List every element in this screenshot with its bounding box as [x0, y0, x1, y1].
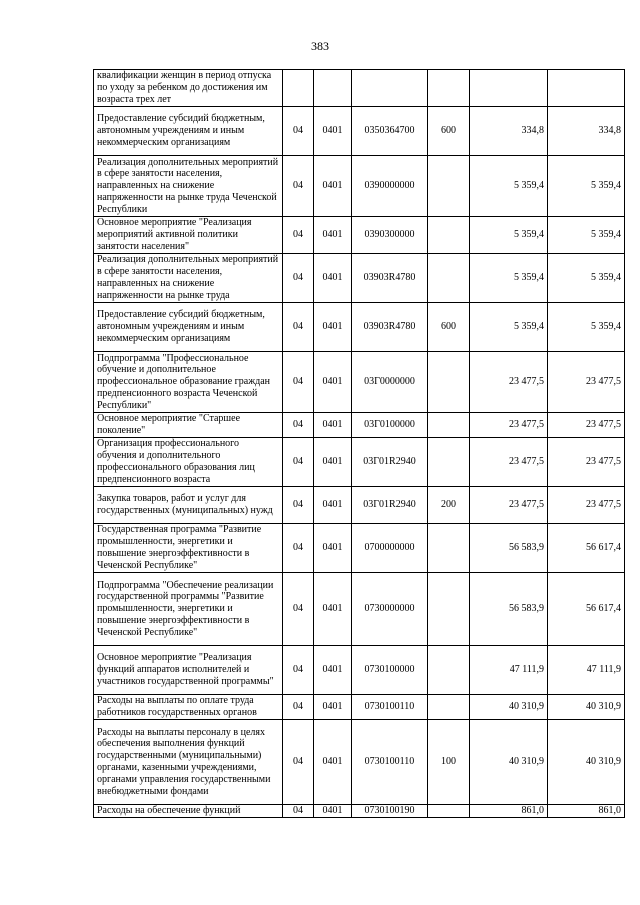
- cell-amount-1: 5 359,4: [470, 217, 548, 254]
- cell-amount-1: [470, 70, 548, 107]
- cell-expense-type: [428, 573, 470, 646]
- table-row: [94, 695, 625, 720]
- cell-target-article: 0390300000: [352, 217, 428, 254]
- cell-name: Основное мероприятие "Старшее поколение": [94, 413, 283, 438]
- cell-amount-1: 23 477,5: [470, 487, 548, 524]
- table-row: [94, 646, 625, 695]
- cell-target-article: 03903R4780: [352, 254, 428, 303]
- cell-amount-2: [548, 70, 625, 107]
- cell-section: 04: [283, 217, 314, 254]
- cell-subsection: 0401: [314, 695, 352, 720]
- cell-amount-2: 5 359,4: [548, 217, 625, 254]
- cell-expense-type: 600: [428, 303, 470, 352]
- table-row: [94, 720, 625, 805]
- cell-expense-type: [428, 413, 470, 438]
- cell-target-article: 0730100000: [352, 646, 428, 695]
- cell-amount-2: 23 477,5: [548, 413, 625, 438]
- cell-name: Реализация дополнительных мероприятий в сфере занятости населения, направленных на снижение напряженности на рынке труда Чеченской Республики: [94, 156, 283, 217]
- cell-section: 04: [283, 303, 314, 352]
- cell-amount-2: 56 617,4: [548, 573, 625, 646]
- cell-name: Организация профессионального обучения и дополнительного профессионального образования лиц предпенсионного возраста: [94, 438, 283, 487]
- cell-amount-1: 23 477,5: [470, 352, 548, 413]
- table-body: [94, 70, 625, 818]
- cell-section: 04: [283, 438, 314, 487]
- cell-section: 04: [283, 805, 314, 818]
- cell-subsection: 0401: [314, 413, 352, 438]
- cell-name: Государственная программа "Развитие промышленности, энергетики и повышение энергоэффективности в Чеченской Республике": [94, 524, 283, 573]
- cell-target-article: 0730100190: [352, 805, 428, 818]
- table-row: [94, 487, 625, 524]
- cell-expense-type: 600: [428, 107, 470, 156]
- cell-amount-2: 23 477,5: [548, 438, 625, 487]
- cell-amount-1: 56 583,9: [470, 573, 548, 646]
- cell-subsection: 0401: [314, 156, 352, 217]
- cell-amount-2: 334,8: [548, 107, 625, 156]
- cell-name: Расходы на выплаты персоналу в целях обеспечения выполнения функций государственными (муниципальными) органами, казенными учреждениями, органами управления государственными внебюджетными фондами: [94, 720, 283, 805]
- cell-target-article: 0730000000: [352, 573, 428, 646]
- cell-expense-type: [428, 156, 470, 217]
- cell-name: Подпрограмма "Обеспечение реализации государственной программы "Развитие промышленности, энергетики и повышение энергоэффективности в Чеченской Республике": [94, 573, 283, 646]
- cell-amount-1: 861,0: [470, 805, 548, 818]
- cell-subsection: 0401: [314, 438, 352, 487]
- table-row: [94, 254, 625, 303]
- page-number: 383: [311, 39, 329, 53]
- table-row: [94, 438, 625, 487]
- cell-target-article: [352, 70, 428, 107]
- cell-section: 04: [283, 107, 314, 156]
- cell-amount-1: 334,8: [470, 107, 548, 156]
- cell-amount-2: 5 359,4: [548, 303, 625, 352]
- cell-subsection: [314, 70, 352, 107]
- cell-expense-type: 200: [428, 487, 470, 524]
- table-row: [94, 413, 625, 438]
- cell-target-article: 03Г0000000: [352, 352, 428, 413]
- cell-expense-type: [428, 805, 470, 818]
- cell-section: 04: [283, 573, 314, 646]
- cell-section: 04: [283, 156, 314, 217]
- cell-subsection: 0401: [314, 573, 352, 646]
- cell-expense-type: [428, 646, 470, 695]
- cell-section: 04: [283, 352, 314, 413]
- cell-amount-1: 5 359,4: [470, 254, 548, 303]
- cell-section: 04: [283, 720, 314, 805]
- cell-target-article: 03903R4780: [352, 303, 428, 352]
- cell-amount-2: 5 359,4: [548, 156, 625, 217]
- cell-target-article: 03Г0100000: [352, 413, 428, 438]
- cell-target-article: 0700000000: [352, 524, 428, 573]
- cell-target-article: 0730100110: [352, 695, 428, 720]
- cell-name: Расходы на обеспечение функций: [94, 805, 283, 818]
- cell-subsection: 0401: [314, 487, 352, 524]
- cell-expense-type: [428, 70, 470, 107]
- cell-target-article: 0350364700: [352, 107, 428, 156]
- cell-subsection: 0401: [314, 524, 352, 573]
- cell-amount-2: 5 359,4: [548, 254, 625, 303]
- cell-amount-1: 40 310,9: [470, 720, 548, 805]
- cell-subsection: 0401: [314, 303, 352, 352]
- cell-subsection: 0401: [314, 107, 352, 156]
- cell-expense-type: 100: [428, 720, 470, 805]
- cell-subsection: 0401: [314, 217, 352, 254]
- cell-target-article: 03Г01R2940: [352, 487, 428, 524]
- cell-expense-type: [428, 438, 470, 487]
- cell-amount-1: 47 111,9: [470, 646, 548, 695]
- cell-section: 04: [283, 487, 314, 524]
- budget-table: [93, 69, 625, 818]
- cell-expense-type: [428, 217, 470, 254]
- cell-section: 04: [283, 524, 314, 573]
- table-row: [94, 303, 625, 352]
- cell-amount-2: 40 310,9: [548, 695, 625, 720]
- table-row: [94, 352, 625, 413]
- cell-name: Расходы на выплаты по оплате труда работников государственных органов: [94, 695, 283, 720]
- cell-expense-type: [428, 524, 470, 573]
- cell-amount-1: 23 477,5: [470, 413, 548, 438]
- cell-name: Подпрограмма "Профессиональное обучение и дополнительное профессиональное образование граждан предпенсионного возраста Чеченской Республики": [94, 352, 283, 413]
- cell-name: Предоставление субсидий бюджетным, автономным учреждениям и иным некоммерческим организациям: [94, 107, 283, 156]
- cell-amount-2: 47 111,9: [548, 646, 625, 695]
- cell-name: Реализация дополнительных мероприятий в сфере занятости населения, направленных на снижение напряженности на рынке труда: [94, 254, 283, 303]
- table-row: [94, 524, 625, 573]
- cell-amount-2: 23 477,5: [548, 487, 625, 524]
- cell-section: [283, 70, 314, 107]
- cell-subsection: 0401: [314, 805, 352, 818]
- cell-subsection: 0401: [314, 720, 352, 805]
- cell-name: Основное мероприятие "Реализация функций аппаратов исполнителей и участников государственной программы": [94, 646, 283, 695]
- cell-amount-1: 56 583,9: [470, 524, 548, 573]
- cell-name: квалификации женщин в период отпуска по уходу за ребенком до достижения им возраста трех лет: [94, 70, 283, 107]
- cell-amount-2: 861,0: [548, 805, 625, 818]
- cell-name: Основное мероприятие "Реализация мероприятий активной политики занятости населения": [94, 217, 283, 254]
- table-row: [94, 107, 625, 156]
- cell-expense-type: [428, 352, 470, 413]
- cell-amount-1: 40 310,9: [470, 695, 548, 720]
- cell-amount-1: 5 359,4: [470, 156, 548, 217]
- cell-amount-1: 23 477,5: [470, 438, 548, 487]
- table-row: [94, 805, 625, 818]
- cell-subsection: 0401: [314, 352, 352, 413]
- cell-section: 04: [283, 695, 314, 720]
- table-row: [94, 573, 625, 646]
- cell-target-article: 0730100110: [352, 720, 428, 805]
- table-row: [94, 217, 625, 254]
- cell-name: Предоставление субсидий бюджетным, автономным учреждениям и иным некоммерческим организациям: [94, 303, 283, 352]
- cell-expense-type: [428, 695, 470, 720]
- table-row: [94, 70, 625, 107]
- cell-amount-1: 5 359,4: [470, 303, 548, 352]
- cell-section: 04: [283, 254, 314, 303]
- cell-target-article: 03Г01R2940: [352, 438, 428, 487]
- cell-section: 04: [283, 413, 314, 438]
- cell-amount-2: 40 310,9: [548, 720, 625, 805]
- cell-section: 04: [283, 646, 314, 695]
- cell-subsection: 0401: [314, 254, 352, 303]
- cell-target-article: 0390000000: [352, 156, 428, 217]
- cell-amount-2: 56 617,4: [548, 524, 625, 573]
- cell-subsection: 0401: [314, 646, 352, 695]
- cell-amount-2: 23 477,5: [548, 352, 625, 413]
- cell-expense-type: [428, 254, 470, 303]
- cell-name: Закупка товаров, работ и услуг для государственных (муниципальных) нужд: [94, 487, 283, 524]
- table-row: [94, 156, 625, 217]
